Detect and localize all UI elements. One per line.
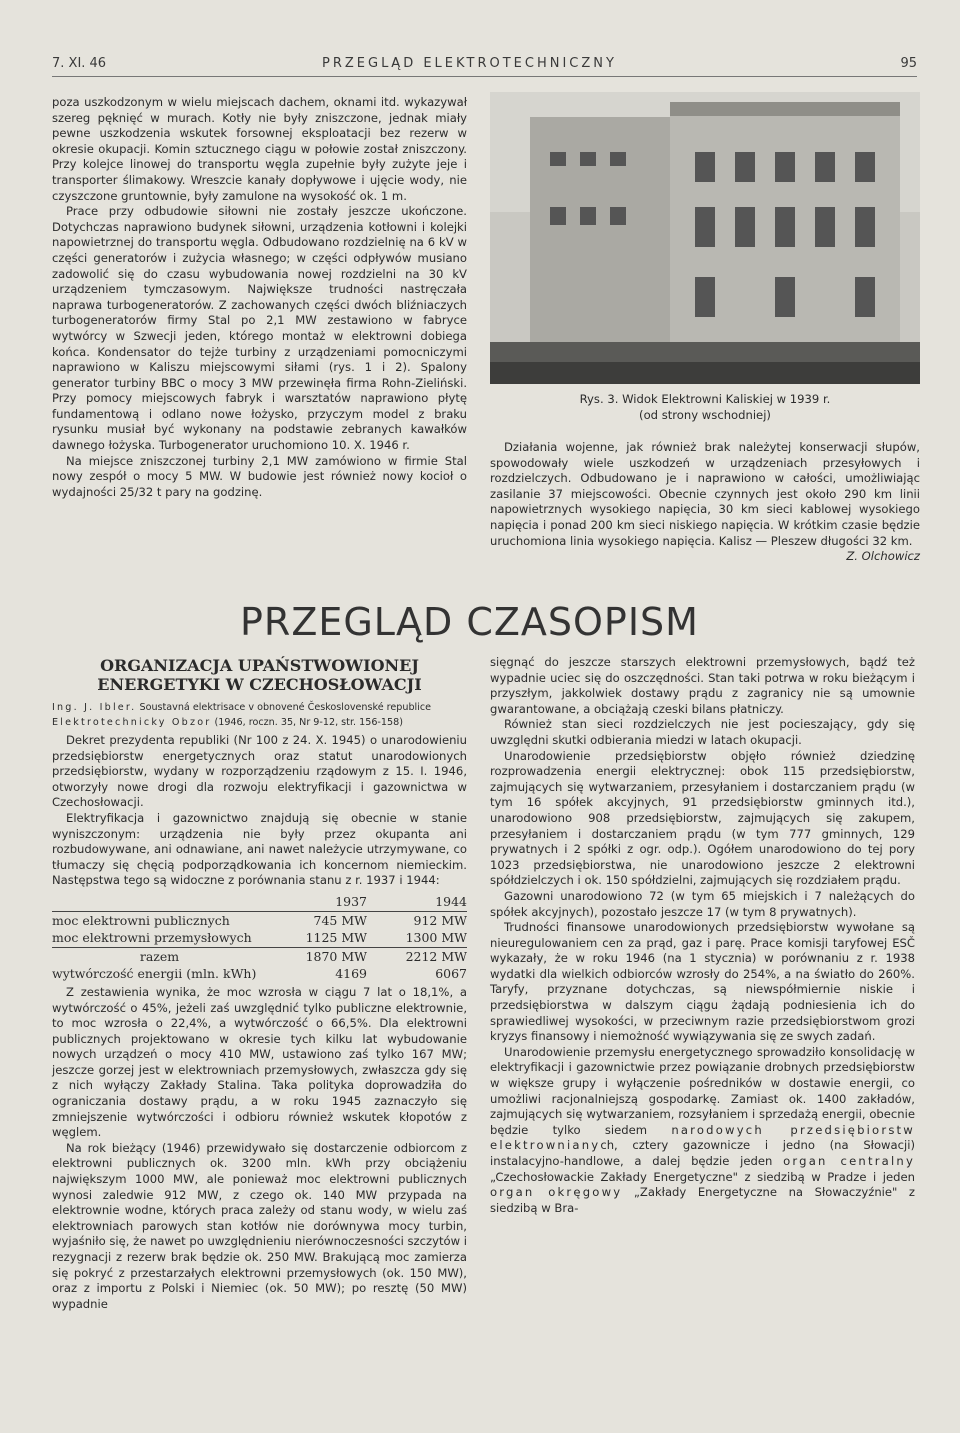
power-plant-photo bbox=[490, 92, 920, 384]
paragraph: Również stan sieci rozdzielczych nie jest pocieszający, gdy się uwzględni skutki odbierania miedzi w latach okupacji. bbox=[490, 717, 915, 747]
year-header: 1937 bbox=[267, 893, 367, 911]
column-c bbox=[52, 733, 467, 1312]
paragraph: Dekret prezydenta republiki (Nr 100 z 24. X. 1945) o unarodowieniu przedsiębiorstw energetycznych oraz statut unarodowionych przedsiębiorstw, wydany w rozporządzeniu rządowym z 15. I. 1946, otworzyły nowe drogi dla rozwoju elektryfikacji i gazownictwa w Czechosłowacji. bbox=[52, 733, 467, 810]
paragraph: poza uszkodzonym w wielu miejscach dachem, oknami itd. wykazywał szereg pęknięć w murach. Kotły nie były zniszczone, jednak miały pewne uszkodzenia wskutek forsownej eksploatacji bez rezerw w okresie okupacji. Komin sztucznego ciągu w połowie został zniszczony. Przy kolejce linowej do transportu węgla zupełnie były zużyte jeje i transporter ślimakowy. Wreszcie kanały dopływowe i ujęcie wody, nie czyszczone gruntownie, były zamulone na wysokość ok. 1 m. bbox=[52, 95, 467, 203]
spaced-text: narodowych przedsiębiorstw elektrowniany bbox=[490, 1122, 915, 1153]
article-byline bbox=[52, 700, 472, 730]
paragraph: Prace przy odbudowie siłowni nie zostały jeszcze ukończone. Dotychczas naprawiono budynek siłowni, urządzenia kotłowni i kolejki napowietrznej do transportu węgla. Odbudowano rozdzielnię na 6 kV w części generatorów i zużycia własnego; w części odpływów musiano zadowolić się do czasu wybudowania nowej rozdzielni na 30 kV urządzeniem tymczasowym. Największe trudności nastręczała naprawa turbogeneratorów. Z zachowanych części dwóch bliźniaczych turbogeneratorów firmy Stal po 2,1 MW zestawiono w fabryce wytwórcy w Szwecji jeden, którego montaż w elektrowni dobiega końca. Kondensator do tejże turbiny z urządzeniami pomocniczymi naprawiono w Kaliszu miejscowymi siłami (rys. 1 i 2). Spalony generator turbiny BBC o mocy 3 MW przewinęła firma Rohn-Zieliński. Przy pomocy miejscowych fabryk i warsztatów naprawiono płytę fundamentową i odlano nowe łożysko, przyczym model z braku rysunku musiał być wykonany na podstawie zebranych kawałków dawnego łożyska. Turbogenerator uruchomiono 10. X. 1946 r. bbox=[52, 204, 467, 453]
caption-line: Rys. 3. Widok Elektrowni Kaliskiej w 1939 r. bbox=[579, 392, 831, 406]
prod-1937: 4169 bbox=[335, 966, 367, 982]
cell-1944: 1300 MW bbox=[405, 930, 467, 946]
total-1937: 1870 MW bbox=[267, 947, 367, 965]
cell-1944: 912 MW bbox=[413, 912, 467, 928]
spaced-text: organ okręgowy bbox=[490, 1185, 623, 1200]
paragraph bbox=[490, 440, 920, 564]
text-run: ch, cztery gazownicze i jedno (na Słowacji) instalacyjno-handlowe, a dalej będzie jeden bbox=[490, 1138, 915, 1168]
running-header bbox=[52, 56, 917, 77]
section-title: PRZEGLĄD CZASOPISM bbox=[240, 600, 699, 644]
figure-caption bbox=[490, 391, 920, 423]
paragraph: sięgnąć do jeszcze starszych elektrowni przemysłowych, bądź też wypadnie uciec się do oszczędności. Stan taki potrwa w roku bieżącym i przyszłym, jakkolwiek dostawy prądu z zagranicy nie są umownie gwarantowane, a obciążają czeski bilans płatniczy. bbox=[490, 655, 915, 716]
paragraph: Gazowni unarodowiono 72 (w tym 65 miejskich i 7 należących do spółek akcyjnych), pozostało jeszcze 17 (w tym 8 prywatnych). bbox=[490, 888, 915, 919]
total-1944: 2212 MW bbox=[367, 947, 467, 965]
article-author: Ing. J. Ibler. bbox=[52, 702, 137, 713]
text-run: „Czechosłowackie Zakłady Energetyczne" z siedzibą w Pradze i jeden bbox=[490, 1169, 915, 1184]
source-journal: Elektrotechnicky Obzor bbox=[52, 717, 212, 728]
page-number: 95 bbox=[900, 56, 917, 71]
paragraph: Unarodowienie przedsiębiorstw objęło również dziedzinę rozprowadzenia energii elektrycznej: obok 115 przedsiębiorstw, zajmujących się wytwarzaniem, przesyłaniem i dostarczaniem prądu (w tym 16 spółek akcyjnych, 91 przedsiębiorstw gminnych itd.), unarodowiono 908 przedsiębiorstw, zajmujących się zakupem, przesyłaniem i dostarczaniem prądu (w tym 777 gminnych, 129 prywatnych i 2 spółki z ogr. odp.). Ogółem unarodowiono do tej pory 1023 przedsiębiorstwa, nie unarodowiono jeszcze 2 elektrowni spółdzielczych i ok. 150 spółdzielni, zajmujących się rozdziałem prądu. bbox=[490, 748, 915, 888]
source-reference: (1946, roczn. 35, Nr 9-12, str. 156-158) bbox=[214, 717, 403, 728]
paragraph: Na rok bieżący (1946) przewidywało się dostarczenie odbiorcom z elektrowni publicznych ok. 3200 mln. kWh przy obciążeniu największym 1000 MW, ale ponieważ moc elektrowni publicznych wynosi zaledwie 912 MW, z czego ok. 140 MW przypada na elektrownie wodne, których praca zależy od stanu wody, w wielu zaś elektrowniach parowych stan kotłów nie dorównywa mocy turbin, wyjaśniło się, że nawet po uwzględnieniu nierównoczesności szczytów i rezygnacji z rezerw brak będzie ok. 250 MW. Brakującą moc zamierza się pokryć z przestarzałych elektrowni przemysłowych (ok. 150 MW), oraz z importu z Polski i Niemiec (ok. 50 MW); po resztę (50 MW) wypadnie bbox=[52, 1140, 467, 1311]
column-b bbox=[490, 440, 920, 565]
paragraph: Z zestawienia wynika, że moc wzrosła w ciągu 7 lat o 18,1%, a wytwórczość o 45%, jeżeli zaś uwzględnić tylko publiczne elektrownie, to moc wzrosła o 22,4%, a wytwórczość o 66,5%. Dla elektrowni publicznych projektowano w okresie tych kilku lat wybudowanie nowych urządzeń o mocy 410 MW, ustawiono zaś tylko 167 MW; jeszcze gorzej jest w elektrowniach przemysłowych, zwłaszcza gdy się z nich wyłączy Zakłady Stalina. Taka polityka doprowadziła do ograniczania dostawy prądu, a w roku 1945 zaznaczyło się zmniejszenie wytwórczości i odbioru również wskutek kłopotów z węglem. bbox=[52, 984, 467, 1140]
text-run: Unarodowienie przemysłu energetycznego sprowadziło konsolidację w elektryfikacji i gazownictwie przez powiązanie drobnych przedsiębiorstw w większe grupy i wyłączenie pośredników w dostawie energii, co umożliwi racjonalniejszą gospodarkę. Zamiast ok. 1400 zakładów, zajmujących się wytwarzaniem, rozsyłaniem i sprzedażą energii, obecnie będzie tylko siedem bbox=[490, 1044, 915, 1137]
year-header: 1944 bbox=[367, 893, 467, 911]
spaced-text: organ centralny bbox=[783, 1154, 916, 1168]
column-d bbox=[490, 655, 915, 1216]
caption-line: (od strony wschodniej) bbox=[639, 408, 771, 422]
power-plant-illustration bbox=[490, 92, 920, 384]
author-signature: Z. Olchowicz bbox=[846, 549, 920, 564]
article-title-line: ENERGETYKI W CZECHOSŁOWACJI bbox=[97, 675, 422, 694]
prod-1944: 6067 bbox=[435, 966, 467, 982]
paragraph-text: Działania wojenne, jak również brak należytej konserwacji słupów, spowodowały wiele uszkodzeń w urządzeniach przesyłowych i rozdzielczych. Odbudowano je i naprawiono w całości, umożliwiając zasilanie 37 miejscowości. Obecnie czynnych jest około 290 km linii napowietrznych wysokiego napięcia, 30 km sieci kablowej wysokiego napięcia i ponad 200 km sieci niskiego napięcia. W krótkim czasie będzie uruchomiona linia wysokiego napięcia. Kalisz — Pleszew długości 32 km. bbox=[490, 440, 920, 548]
journal-name: PRZEGLĄD ELEKTROTECHNICZNY bbox=[322, 56, 617, 71]
cell-1937: 1125 MW bbox=[305, 930, 367, 946]
issue-date: 7. XI. 46 bbox=[52, 56, 107, 71]
text-run: „Zakłady Energetyczne na Słowaczyźnie" z siedzibą w Bra- bbox=[490, 1185, 915, 1215]
source-title: Soustavná elektrisace v obnovené Československé republice bbox=[139, 702, 432, 713]
article-title bbox=[52, 656, 467, 694]
total-label: razem bbox=[52, 947, 267, 965]
paragraph: Elektryfikacja i gazownictwo znajdują się obecnie w stanie wyniszczonym: urządzenia nie były przez okupanta ani rozbudowywane, ani odnawiane, ani nawet należycie utrzymywane, co tłumaczy się chęcią podporządkowania ich koncernom niemieckim. Następstwa tego są widoczne z porównania stanu z r. 1937 i 1944: bbox=[52, 810, 467, 888]
table-row bbox=[52, 929, 467, 947]
table-row bbox=[52, 911, 467, 929]
table-total-row bbox=[52, 947, 467, 965]
column-a bbox=[52, 95, 467, 500]
cell-1937: 745 MW bbox=[313, 912, 367, 928]
comparison-table bbox=[52, 893, 467, 983]
row-label: moc elektrowni przemysłowych bbox=[52, 930, 252, 946]
article-title-line: ORGANIZACJA UPAŃSTWOWIONEJ bbox=[100, 656, 419, 675]
row-label: moc elektrowni publicznych bbox=[52, 912, 230, 928]
paragraph bbox=[490, 1045, 915, 1217]
row-label: wytwórczość energii (mln. kWh) bbox=[52, 966, 257, 982]
paragraph: Trudności finansowe unarodowionych przedsiębiorstw wywołane są nieuregulowaniem cen za prąd, gaz i parę. Prace komisji taryfowej ESČ wykazały, że w roku 1946 (na 1 stycznia) w porównaniu z r. 1938 wydatki dla wielkich odbiorców wzrosły do 254%, a na światło do 260%. Taryfy, przyznane dotychczas, są niewspółmiernie niskie i przedsiębiorstwa w dalszym ciągu żądają podniesienia ich do sprawiedliwej wysokości, w przeciwnym razie przedsiębiorstwom grozi kryzys finansowy i niemożność wywiązywania się ze swych zadań. bbox=[490, 920, 915, 1044]
table-header-row bbox=[52, 893, 467, 911]
paragraph: Na miejsce zniszczonej turbiny 2,1 MW zamówiono w firmie Stal nowy zespół o mocy 5 MW. W budowie jest również nowy kocioł o wydajności 25/32 t pary na godzinę. bbox=[52, 453, 467, 499]
table-row bbox=[52, 965, 467, 983]
